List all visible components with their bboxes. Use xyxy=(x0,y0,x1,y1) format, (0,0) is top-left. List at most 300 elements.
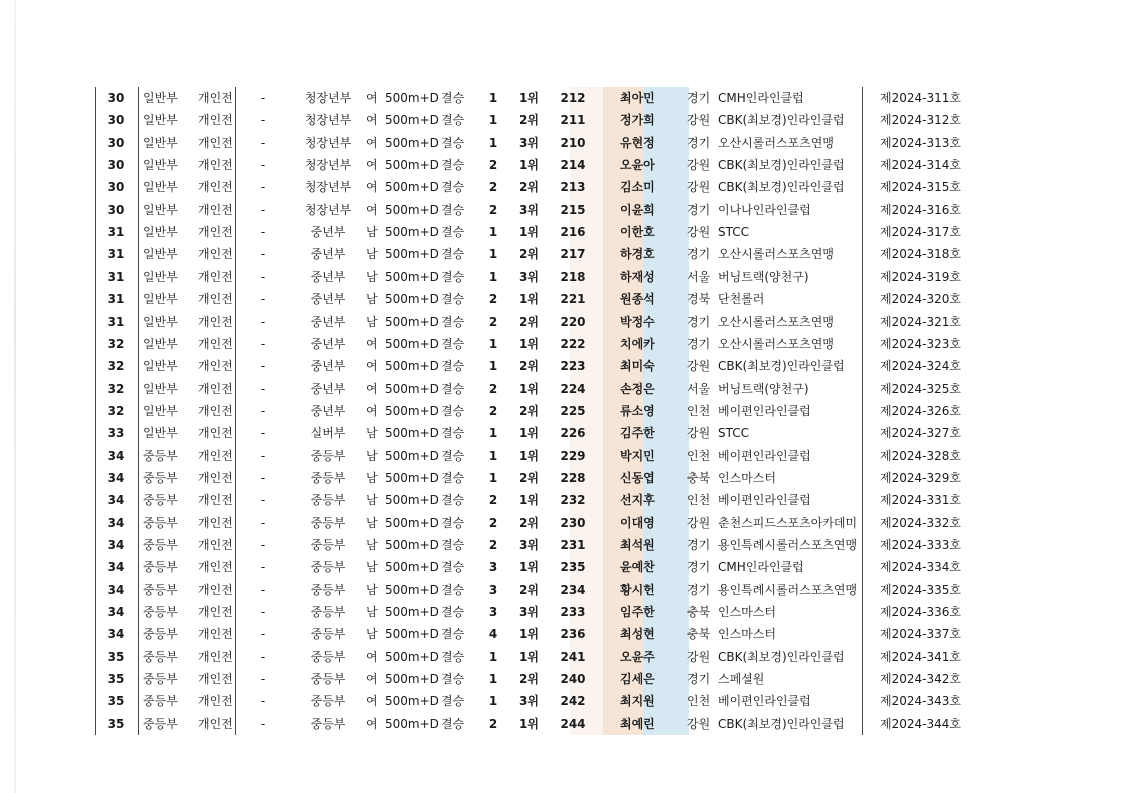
heat-number: 1 xyxy=(488,649,498,664)
age-group: 중등부 xyxy=(310,716,346,731)
event-type: 개인전 xyxy=(198,381,233,396)
event-type: 개인전 xyxy=(198,359,233,374)
athlete-name: 김주한 xyxy=(620,426,655,441)
certificate-number: 제2024-341호 xyxy=(880,649,961,664)
certificate-number: 제2024-333호 xyxy=(880,538,961,552)
heat-number: 1 xyxy=(488,113,498,128)
athlete-name: 하경호 xyxy=(620,247,655,262)
region: 강원 xyxy=(687,225,711,240)
event-number: 33 xyxy=(107,426,125,441)
certificate-number: 제2024-312호 xyxy=(880,113,961,128)
event-type: 개인전 xyxy=(198,225,233,240)
event-number: 31 xyxy=(107,225,125,240)
round: 결승 xyxy=(441,247,465,262)
rank: 1위 xyxy=(519,627,539,642)
division: 중등부 xyxy=(143,649,178,664)
heat-number: 1 xyxy=(488,225,498,240)
bib-number: 223 xyxy=(560,359,586,374)
heat-number: 2 xyxy=(488,202,498,217)
distance: 500m+D xyxy=(385,292,439,307)
event-type: 개인전 xyxy=(198,292,233,307)
heat-number: 1 xyxy=(488,426,498,441)
certificate-number: 제2024-326호 xyxy=(880,403,961,418)
rank: 1위 xyxy=(519,336,539,351)
heat-number: 2 xyxy=(488,538,498,552)
table-row xyxy=(95,109,975,131)
event-type: 개인전 xyxy=(198,113,233,128)
table-row xyxy=(95,288,975,310)
division: 중등부 xyxy=(143,627,178,642)
heat-number: 1 xyxy=(488,470,498,485)
table-row xyxy=(95,199,975,221)
gender: 여 xyxy=(366,135,378,150)
distance: 500m+D xyxy=(385,135,439,150)
bib-number: 233 xyxy=(560,605,586,620)
distance: 500m+D xyxy=(385,582,439,597)
club-name: 버닝트랙(양천구) xyxy=(718,381,809,396)
gender: 남 xyxy=(366,269,378,284)
round: 결승 xyxy=(441,359,465,374)
bib-number: 230 xyxy=(560,515,586,530)
bib-number: 240 xyxy=(560,672,586,687)
event-type: 개인전 xyxy=(198,91,233,105)
event-type: 개인전 xyxy=(198,403,233,418)
club-name: 인스마스터 xyxy=(718,470,776,485)
event-type: 개인전 xyxy=(198,493,233,508)
gender: 여 xyxy=(366,672,378,687)
region: 경기 xyxy=(687,538,711,552)
bib-number: 232 xyxy=(560,493,586,508)
heat-number: 4 xyxy=(488,627,498,642)
age-group: 중년부 xyxy=(310,225,346,240)
athlete-name: 이대영 xyxy=(620,515,655,530)
table-row xyxy=(95,445,975,467)
region: 경기 xyxy=(687,135,711,150)
round: 결승 xyxy=(441,470,465,485)
club-name: 버닝트랙(양천구) xyxy=(718,269,809,284)
heat-number: 2 xyxy=(488,515,498,530)
rank: 2위 xyxy=(519,247,539,262)
gender: 남 xyxy=(366,247,378,262)
distance: 500m+D xyxy=(385,225,439,240)
region: 경기 xyxy=(687,247,711,262)
region: 서울 xyxy=(687,381,711,396)
club-name: 이나나인라인클럽 xyxy=(718,202,811,217)
table-row xyxy=(95,489,975,511)
region: 충북 xyxy=(687,470,711,485)
bib-number: 226 xyxy=(560,426,586,441)
dash-cell: - xyxy=(260,158,266,173)
event-number: 35 xyxy=(107,649,125,664)
certificate-number: 제2024-314호 xyxy=(880,158,961,173)
gender: 여 xyxy=(366,336,378,351)
age-group: 중년부 xyxy=(310,359,346,374)
event-type: 개인전 xyxy=(198,202,233,217)
round: 결승 xyxy=(441,403,465,418)
event-number: 34 xyxy=(107,515,125,530)
club-name: 베이편인라인클럽 xyxy=(718,403,811,418)
dash-cell: - xyxy=(260,426,266,441)
club-name: 인스마스터 xyxy=(718,627,776,642)
table-row xyxy=(95,579,975,601)
event-type: 개인전 xyxy=(198,135,233,150)
distance: 500m+D xyxy=(385,158,439,173)
heat-number: 2 xyxy=(488,180,498,195)
gender: 남 xyxy=(366,448,378,463)
rank: 3위 xyxy=(519,605,539,620)
athlete-name: 정가희 xyxy=(620,113,655,128)
dash-cell: - xyxy=(260,359,266,374)
rank: 1위 xyxy=(519,158,539,173)
event-type: 개인전 xyxy=(198,605,233,620)
round: 결승 xyxy=(441,202,465,217)
table-row xyxy=(95,176,975,198)
round: 결승 xyxy=(441,493,465,508)
athlete-name: 하재성 xyxy=(620,269,655,284)
age-group: 중등부 xyxy=(310,448,346,463)
distance: 500m+D xyxy=(385,359,439,374)
division: 일반부 xyxy=(143,113,178,128)
rank: 2위 xyxy=(519,113,539,128)
age-group: 중등부 xyxy=(310,515,346,530)
certificate-number: 제2024-311호 xyxy=(880,91,961,105)
club-name: 단천롤러 xyxy=(718,292,765,307)
event-type: 개인전 xyxy=(198,627,233,642)
distance: 500m+D xyxy=(385,448,439,463)
dash-cell: - xyxy=(260,247,266,262)
bib-number: 218 xyxy=(560,269,586,284)
bib-number: 229 xyxy=(560,448,586,463)
certificate-number: 제2024-328호 xyxy=(880,448,961,463)
round: 결승 xyxy=(441,515,465,530)
gender: 남 xyxy=(366,627,378,642)
club-name: 용인특례시롤러스포츠연맹 xyxy=(718,538,858,552)
dash-cell: - xyxy=(260,672,266,687)
dash-cell: - xyxy=(260,694,266,709)
age-group: 중년부 xyxy=(310,269,346,284)
dash-cell: - xyxy=(260,538,266,552)
club-name: CBK(최보경)인라인클럽 xyxy=(718,716,845,731)
event-number: 30 xyxy=(107,202,125,217)
distance: 500m+D xyxy=(385,515,439,530)
division: 일반부 xyxy=(143,225,178,240)
certificate-number: 제2024-321호 xyxy=(880,314,961,329)
table-row xyxy=(95,400,975,422)
round: 결승 xyxy=(441,605,465,620)
event-number: 35 xyxy=(107,716,125,731)
event-type: 개인전 xyxy=(198,314,233,329)
athlete-name: 김소미 xyxy=(620,180,655,195)
age-group: 청장년부 xyxy=(304,113,352,128)
bib-number: 210 xyxy=(560,135,586,150)
distance: 500m+D xyxy=(385,336,439,351)
heat-number: 2 xyxy=(488,314,498,329)
gender: 남 xyxy=(366,515,378,530)
heat-number: 2 xyxy=(488,158,498,173)
gender: 여 xyxy=(366,694,378,709)
region: 강원 xyxy=(687,716,711,731)
club-name: 춘천스피드스포츠아카데미 xyxy=(718,515,858,530)
bib-number: 225 xyxy=(560,403,586,418)
division: 중등부 xyxy=(143,672,178,687)
round: 결승 xyxy=(441,158,465,173)
rank: 1위 xyxy=(519,91,539,105)
gender: 남 xyxy=(366,582,378,597)
round: 결승 xyxy=(441,582,465,597)
club-name: CBK(최보경)인라인클럽 xyxy=(718,113,845,128)
round: 결승 xyxy=(441,627,465,642)
rank: 1위 xyxy=(519,426,539,441)
dash-cell: - xyxy=(260,470,266,485)
club-name: CBK(최보경)인라인클럽 xyxy=(718,180,845,195)
rank: 2위 xyxy=(519,672,539,687)
certificate-number: 제2024-336호 xyxy=(880,605,961,620)
region: 경북 xyxy=(687,292,711,307)
gender: 여 xyxy=(366,113,378,128)
certificate-number: 제2024-332호 xyxy=(880,515,961,530)
division: 일반부 xyxy=(143,91,178,105)
region: 경기 xyxy=(687,202,711,217)
table-row xyxy=(95,311,975,333)
gender: 남 xyxy=(366,560,378,575)
dash-cell: - xyxy=(260,649,266,664)
event-type: 개인전 xyxy=(198,426,233,441)
region: 경기 xyxy=(687,314,711,329)
gender: 여 xyxy=(366,202,378,217)
distance: 500m+D xyxy=(385,426,439,441)
division: 일반부 xyxy=(143,247,178,262)
division: 일반부 xyxy=(143,403,178,418)
certificate-number: 제2024-325호 xyxy=(880,381,961,396)
athlete-name: 최석원 xyxy=(620,538,655,552)
certificate-number: 제2024-337호 xyxy=(880,627,961,642)
round: 결승 xyxy=(441,426,465,441)
gender: 남 xyxy=(366,314,378,329)
division: 중등부 xyxy=(143,515,178,530)
bib-number: 234 xyxy=(560,582,586,597)
club-name: 용인특례시롤러스포츠연맹 xyxy=(718,582,858,597)
event-number: 34 xyxy=(107,493,125,508)
event-number: 32 xyxy=(107,381,125,396)
bib-number: 217 xyxy=(560,247,586,262)
rank: 3위 xyxy=(519,269,539,284)
age-group: 중등부 xyxy=(310,694,346,709)
certificate-number: 제2024-327호 xyxy=(880,426,961,441)
event-type: 개인전 xyxy=(198,560,233,575)
heat-number: 2 xyxy=(488,292,498,307)
athlete-name: 임주한 xyxy=(620,605,655,620)
round: 결승 xyxy=(441,560,465,575)
dash-cell: - xyxy=(260,515,266,530)
bib-number: 235 xyxy=(560,560,586,575)
round: 결승 xyxy=(441,649,465,664)
event-type: 개인전 xyxy=(198,247,233,262)
heat-number: 1 xyxy=(488,672,498,687)
certificate-number: 제2024-318호 xyxy=(880,247,961,262)
gender: 여 xyxy=(366,180,378,195)
age-group: 실버부 xyxy=(310,426,346,441)
table-row xyxy=(95,154,975,176)
round: 결승 xyxy=(441,538,465,552)
event-type: 개인전 xyxy=(198,158,233,173)
age-group: 중년부 xyxy=(310,381,346,396)
division: 중등부 xyxy=(143,716,178,731)
certificate-number: 제2024-313호 xyxy=(880,135,961,150)
bib-number: 211 xyxy=(560,113,586,128)
club-name: 베이편인라인클럽 xyxy=(718,493,811,508)
event-type: 개인전 xyxy=(198,694,233,709)
gender: 남 xyxy=(366,470,378,485)
distance: 500m+D xyxy=(385,269,439,284)
bib-number: 216 xyxy=(560,225,586,240)
table-row xyxy=(95,601,975,623)
division: 중등부 xyxy=(143,538,178,552)
table-row xyxy=(95,266,975,288)
rank: 2위 xyxy=(519,180,539,195)
certificate-number: 제2024-329호 xyxy=(880,470,961,485)
table-row xyxy=(95,512,975,534)
event-number: 34 xyxy=(107,538,125,552)
heat-number: 1 xyxy=(488,247,498,262)
gender: 여 xyxy=(366,359,378,374)
round: 결승 xyxy=(441,672,465,687)
event-type: 개인전 xyxy=(198,515,233,530)
region: 인천 xyxy=(687,403,711,418)
event-number: 34 xyxy=(107,470,125,485)
rank: 2위 xyxy=(519,470,539,485)
gender: 남 xyxy=(366,605,378,620)
heat-number: 1 xyxy=(488,91,498,105)
table-row xyxy=(95,378,975,400)
bib-number: 215 xyxy=(560,202,586,217)
distance: 500m+D xyxy=(385,627,439,642)
heat-number: 1 xyxy=(488,694,498,709)
rank: 1위 xyxy=(519,381,539,396)
event-type: 개인전 xyxy=(198,180,233,195)
table-row xyxy=(95,132,975,154)
heat-number: 3 xyxy=(488,582,498,597)
region: 인천 xyxy=(687,448,711,463)
gender: 여 xyxy=(366,716,378,731)
athlete-name: 박지민 xyxy=(620,448,655,463)
dash-cell: - xyxy=(260,91,266,105)
heat-number: 1 xyxy=(488,269,498,284)
heat-number: 2 xyxy=(488,493,498,508)
table-row xyxy=(95,87,975,109)
certificate-number: 제2024-317호 xyxy=(880,225,961,240)
division: 일반부 xyxy=(143,426,178,441)
age-group: 중년부 xyxy=(310,336,346,351)
age-group: 중등부 xyxy=(310,605,346,620)
region: 서울 xyxy=(687,269,711,284)
athlete-name: 최미숙 xyxy=(620,359,655,374)
rank: 1위 xyxy=(519,716,539,731)
age-group: 중등부 xyxy=(310,493,346,508)
table-row xyxy=(95,690,975,712)
dash-cell: - xyxy=(260,403,266,418)
event-type: 개인전 xyxy=(198,448,233,463)
division: 일반부 xyxy=(143,269,178,284)
rank: 1위 xyxy=(519,649,539,664)
heat-number: 2 xyxy=(488,381,498,396)
dash-cell: - xyxy=(260,493,266,508)
region: 충북 xyxy=(687,627,711,642)
rank: 3위 xyxy=(519,538,539,552)
age-group: 청장년부 xyxy=(304,180,352,195)
distance: 500m+D xyxy=(385,672,439,687)
club-name: CMH인라인클럽 xyxy=(718,91,804,105)
distance: 500m+D xyxy=(385,560,439,575)
distance: 500m+D xyxy=(385,202,439,217)
age-group: 중년부 xyxy=(310,247,346,262)
dash-cell: - xyxy=(260,560,266,575)
dash-cell: - xyxy=(260,180,266,195)
heat-number: 2 xyxy=(488,403,498,418)
dash-cell: - xyxy=(260,448,266,463)
club-name: CBK(최보경)인라인클럽 xyxy=(718,359,845,374)
distance: 500m+D xyxy=(385,470,439,485)
bib-number: 224 xyxy=(560,381,586,396)
distance: 500m+D xyxy=(385,538,439,552)
event-number: 31 xyxy=(107,269,125,284)
event-number: 34 xyxy=(107,582,125,597)
event-number: 35 xyxy=(107,694,125,709)
division: 일반부 xyxy=(143,180,178,195)
round: 결승 xyxy=(441,448,465,463)
age-group: 중등부 xyxy=(310,649,346,664)
athlete-name: 치에카 xyxy=(620,336,655,351)
round: 결승 xyxy=(441,314,465,329)
age-group: 청장년부 xyxy=(304,135,352,150)
event-number: 30 xyxy=(107,113,125,128)
athlete-name: 유현정 xyxy=(620,135,655,150)
bib-number: 242 xyxy=(560,694,586,709)
athlete-name: 손정은 xyxy=(620,381,655,396)
certificate-number: 제2024-320호 xyxy=(880,292,961,307)
dash-cell: - xyxy=(260,627,266,642)
event-number: 34 xyxy=(107,627,125,642)
rank: 2위 xyxy=(519,515,539,530)
rank: 1위 xyxy=(519,225,539,240)
division: 일반부 xyxy=(143,336,178,351)
table-row xyxy=(95,355,975,377)
round: 결승 xyxy=(441,292,465,307)
distance: 500m+D xyxy=(385,716,439,731)
table-row xyxy=(95,467,975,489)
event-number: 34 xyxy=(107,448,125,463)
age-group: 중등부 xyxy=(310,538,346,552)
bib-number: 244 xyxy=(560,716,586,731)
bib-number: 231 xyxy=(560,538,586,552)
club-name: 오산시롤러스포츠연맹 xyxy=(718,314,834,329)
gender: 여 xyxy=(366,649,378,664)
division: 일반부 xyxy=(143,381,178,396)
bib-number: 220 xyxy=(560,314,586,329)
age-group: 중년부 xyxy=(310,314,346,329)
scan-page-edge xyxy=(14,0,16,793)
athlete-name: 오윤아 xyxy=(620,158,655,173)
division: 일반부 xyxy=(143,292,178,307)
round: 결승 xyxy=(441,91,465,105)
athlete-name: 윤예찬 xyxy=(620,560,655,575)
event-type: 개인전 xyxy=(198,336,233,351)
dash-cell: - xyxy=(260,292,266,307)
club-name: CBK(최보경)인라인클럽 xyxy=(718,158,845,173)
event-number: 32 xyxy=(107,336,125,351)
event-number: 32 xyxy=(107,403,125,418)
event-number: 31 xyxy=(107,292,125,307)
dash-cell: - xyxy=(260,269,266,284)
